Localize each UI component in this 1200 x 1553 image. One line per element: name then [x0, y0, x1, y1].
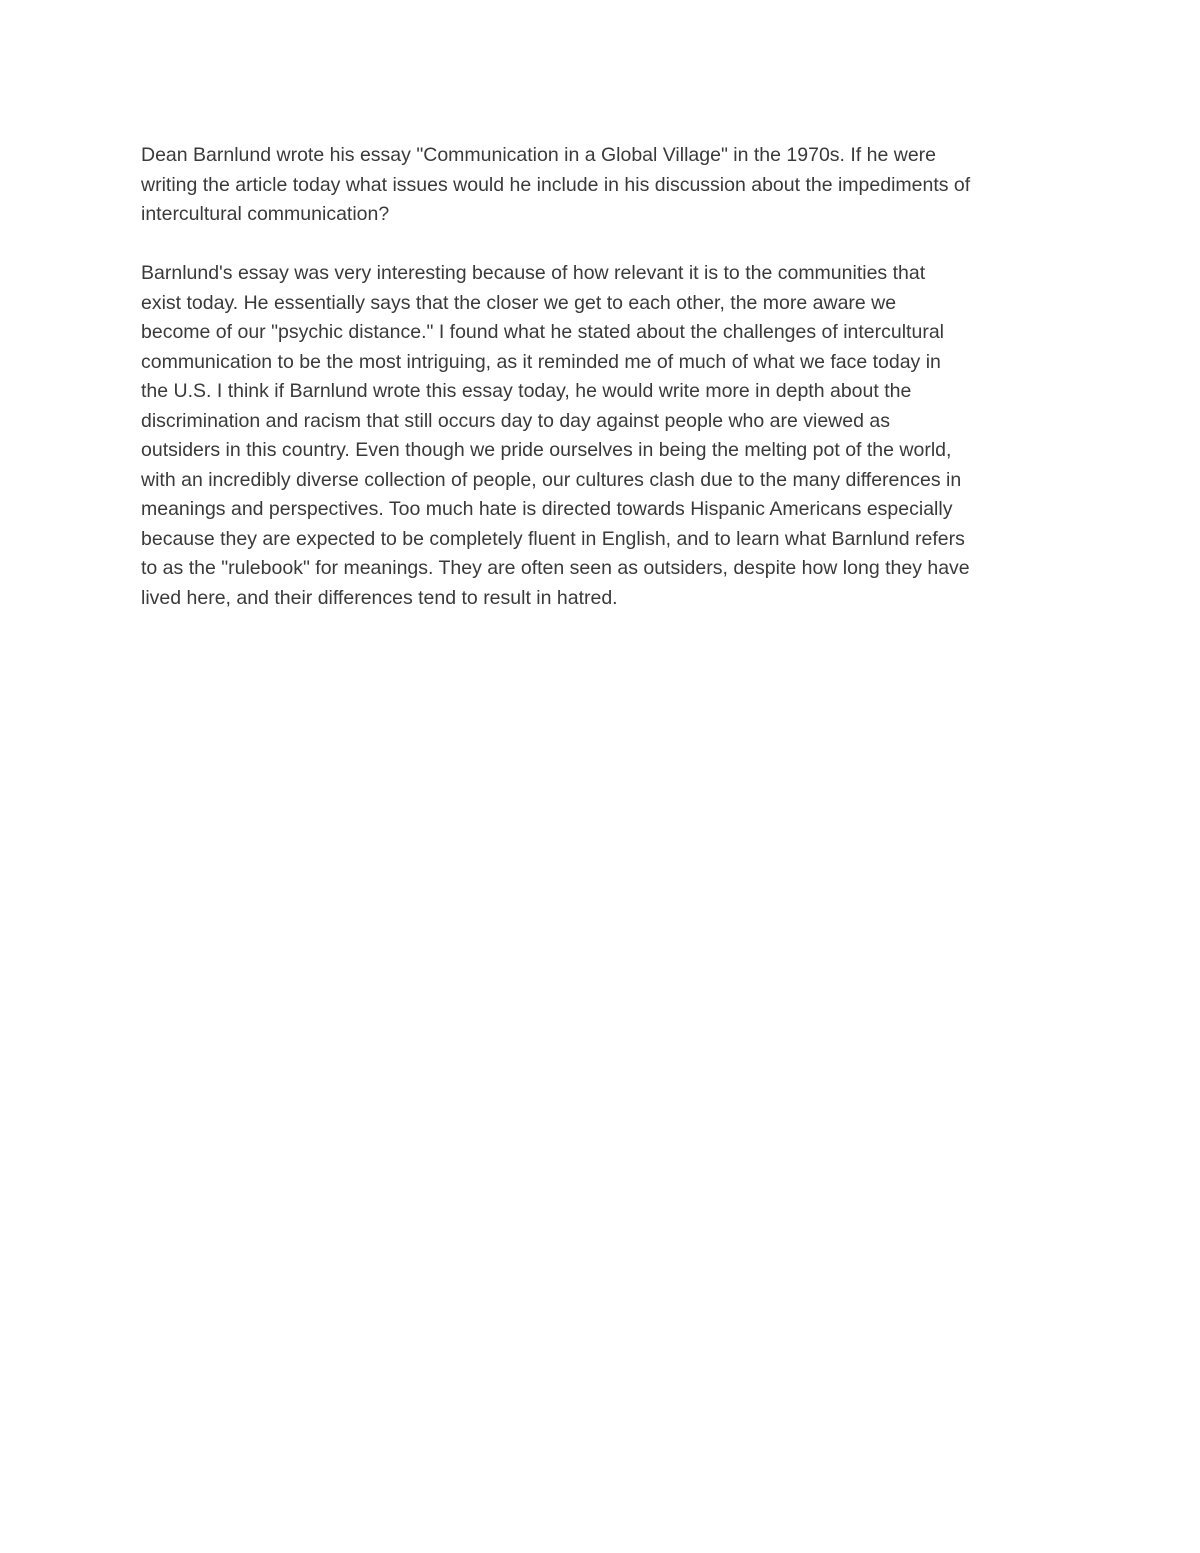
- answer-line: communication to be the most intriguing, as it reminded me of much of what we face today in: [141, 350, 941, 373]
- answer-line: outsiders in this country. Even though we pride ourselves in being the melting pot of the world,: [141, 439, 952, 461]
- answer-line: the U.S. I think if Barnlund wrote this essay today, he would write more in depth about the: [141, 380, 912, 402]
- question-paragraph: [141, 141, 1071, 230]
- answer-line: with an incredibly diverse collection of people, our cultures clash due to the many differences in: [141, 468, 962, 491]
- document-body: [141, 141, 1071, 613]
- answer-line: lived here, and their differences tend to result in hatred.: [141, 586, 618, 609]
- answer-line: meanings and perspectives. Too much hate is directed towards Hispanic Americans especially: [141, 498, 953, 520]
- question-line: writing the article today what issues would he include in his discussion about the impediments of: [141, 173, 971, 196]
- answer-line: because they are expected to be completely fluent in English, and to learn what Barnlund refers: [141, 527, 965, 550]
- answer-line: Barnlund's essay was very interesting because of how relevant it is to the communities that: [141, 262, 926, 284]
- answer-line: become of our "psychic distance." I found what he stated about the challenges of intercultural: [141, 321, 944, 343]
- answer-line: to as the "rulebook" for meanings. They are often seen as outsiders, despite how long they have: [141, 557, 970, 579]
- question-line: intercultural communication?: [141, 203, 390, 225]
- paragraph-spacer: [141, 230, 1071, 260]
- answer-paragraph: [141, 259, 1071, 613]
- question-line: Dean Barnlund wrote his essay "Communication in a Global Village" in the 1970s. If he were: [141, 144, 937, 166]
- answer-line: discrimination and racism that still occurs day to day against people who are viewed as: [141, 409, 890, 432]
- answer-line: exist today. He essentially says that the closer we get to each other, the more aware we: [141, 291, 897, 314]
